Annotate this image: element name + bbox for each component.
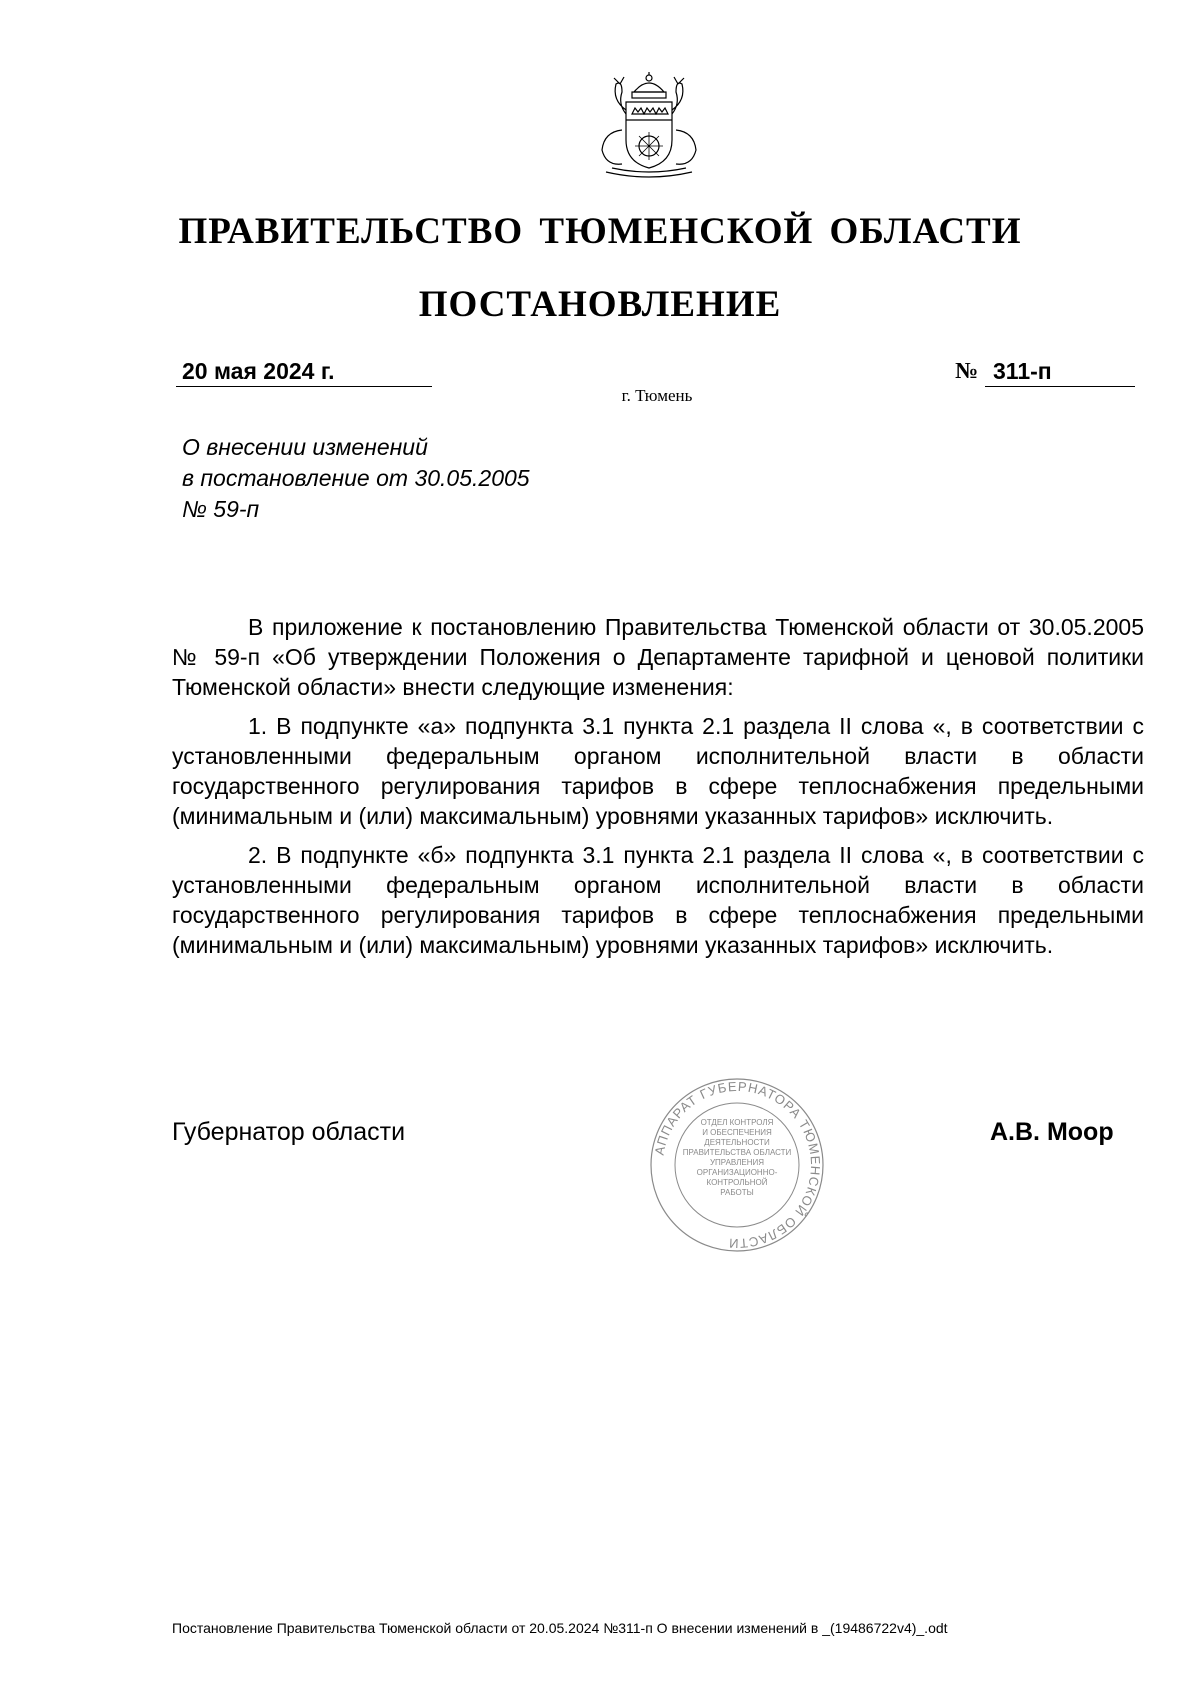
document-footer: Постановление Правительства Тюменской области от 20.05.2024 №311-п О внесении изменений в _(19486722v4)_.odt: [172, 1620, 948, 1636]
stamp-outer-text: АППАРАТ ГУБЕРНАТОРА ТЮМЕНСКОЙ ОБЛАСТИ: [651, 1078, 824, 1252]
stamp-inner-line: УПРАВЛЕНИЯ: [709, 1158, 765, 1167]
subject-line: № 59-п: [182, 496, 260, 522]
official-stamp: [647, 1075, 827, 1255]
body-item-1-paragraph: 1. В подпункте «а» подпункта 3.1 пункта 2.1 раздела II слова «, в соответствии с установленными федеральным органом исполнительной власти в области государственного регулирования тарифов в сфере теплоснабжения предельными (минимальным и (или) максимальным) уровнями указанных тарифов» исключить.: [172, 713, 1144, 829]
document-number-label: №: [955, 358, 979, 383]
document-date: 20 мая 2024 г.: [176, 358, 432, 387]
document-number: 311-п: [985, 358, 1135, 387]
signatory-name: А.В. Моор: [990, 1118, 1114, 1146]
stamp-inner-line: РАБОТЫ: [720, 1188, 754, 1197]
document-body: [172, 612, 1144, 969]
subject-line: О внесении изменений: [182, 434, 428, 460]
signatory-title: Губернатор области: [172, 1118, 406, 1146]
stamp-inner-line: ПРАВИТЕЛЬСТВА ОБЛАСТИ: [682, 1148, 792, 1157]
stamp-inner-line: КОНТРОЛЬНОЙ: [706, 1178, 768, 1187]
stamp-inner-line: И ОБЕСПЕЧЕНИЯ: [702, 1128, 772, 1137]
stamp-inner-line: ОТДЕЛ КОНТРОЛЯ: [700, 1118, 774, 1127]
document-subject: [182, 432, 530, 525]
body-intro-paragraph: В приложение к постановлению Правительства Тюменской области от 30.05.2005 № 59-п «Об утверждении Положения о Департаменте тарифной и ценовой политики Тюменской области» внести следующие изменения:: [172, 614, 1144, 700]
stamp-inner-line: ДЕЯТЕЛЬНОСТИ: [704, 1138, 770, 1147]
tyumen-coat-of-arms-icon: [592, 70, 706, 182]
body-item-2-paragraph: 2. В подпункте «б» подпункта 3.1 пункта 2.1 раздела II слова «, в соответствии с установленными федеральным органом исполнительной власти в области государственного регулирования тарифов в сфере теплоснабжения предельными (минимальным и (или) максимальным) уровнями указанных тарифов» исключить.: [172, 842, 1144, 958]
subject-line: в постановление от 30.05.2005: [182, 465, 530, 491]
organization-title: ПРАВИТЕЛЬСТВО ТЮМЕНСКОЙ ОБЛАСТИ: [178, 211, 1022, 252]
document-type: ПОСТАНОВЛЕНИЕ: [418, 284, 782, 325]
document-city: г. Тюмень: [621, 386, 693, 405]
stamp-inner-line: ОРГАНИЗАЦИОННО-: [696, 1168, 778, 1177]
